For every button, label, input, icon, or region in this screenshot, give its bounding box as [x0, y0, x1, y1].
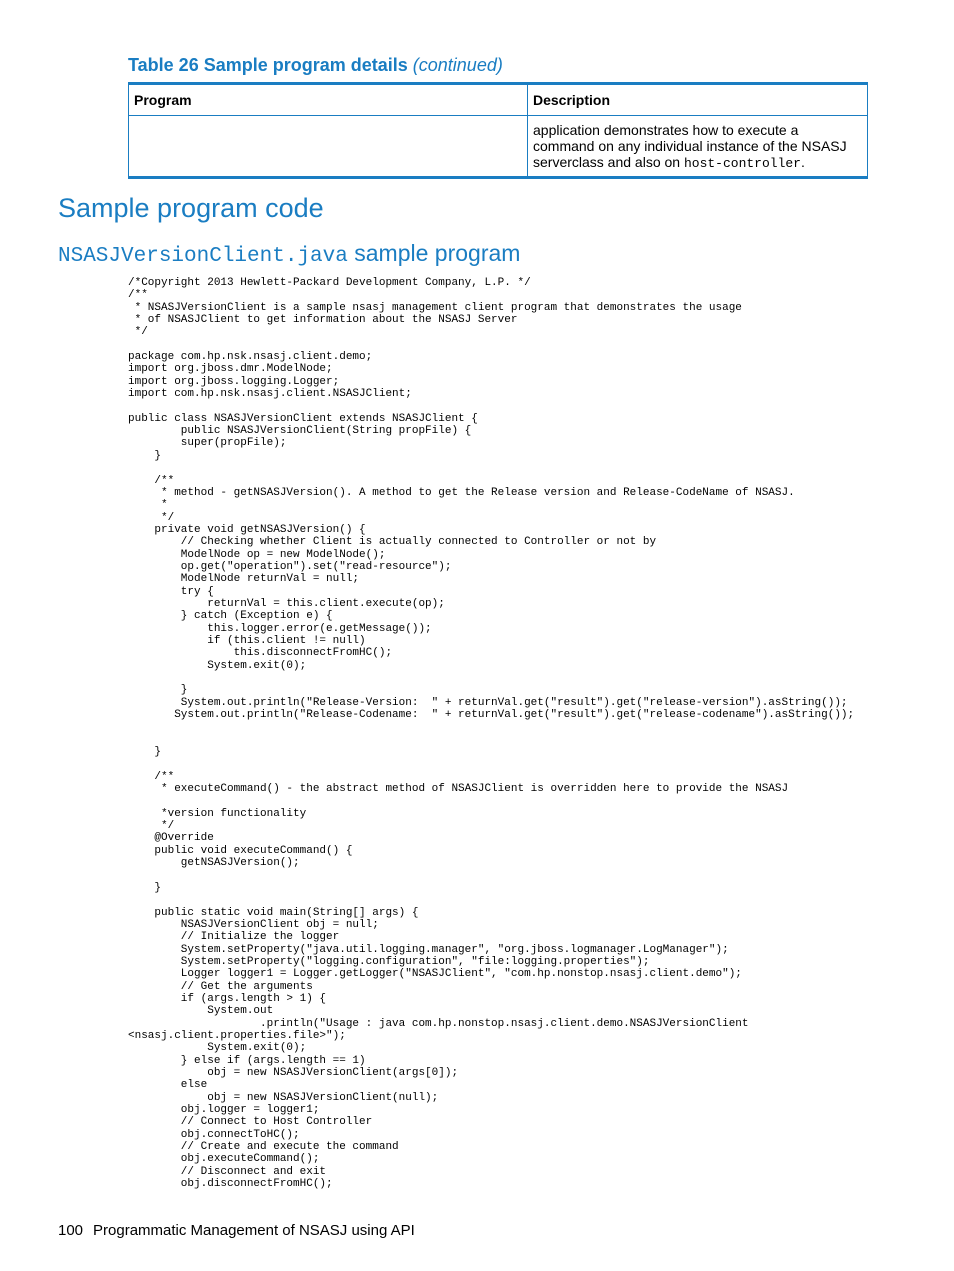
table-caption-text: Table 26 Sample program details	[128, 55, 408, 75]
code-listing: /*Copyright 2013 Hewlett-Packard Development Company, L.P. */ /** * NSASJVersionClient is a sample nsasj management client program that demonstrates the usage * of NSASJClient to get information about the NSASJ Server */ package com.hp.nsk.nsasj.client.demo; import org.jboss.dmr.ModelNode; import org.jboss.logging.Logger; import com.hp.nsk.nsasj.client.NSASJClient; public class NSASJVersionClient extends NSASJClient { public NSASJVersionClient(String propFile) { super(propFile); } /** * method - getNSASJVersion(). A method to get the Release version and Release-CodeName of NSASJ. * */ private void getNSASJVersion() { // Checking whether Client is actually connected to Controller or not by ModelNode op = new ModelNode(); op.get("operation").set("read-resource"); ModelNode returnVal = null; try { returnVal = this.client.execute(op); } catch (Exception e) { this.logger.error(e.getMessage()); if (this.client != null) this.disconnectFromHC(); System.exit(0); } System.out.println("Release-Version: " + returnVal.get("result").get("release-version").asString()); System.out.println("Release-Codename: " + returnVal.get("result").get("release-codename").asString()); } /** * executeCommand() - the abstract method of NSASJClient is overridden here to provide the NSASJ *version functionality */ @Override public void executeCommand() { getNSASJVersion(); } public static void main(String[] args) { NSASJVersionClient obj = null; // Initialize the logger System.setProperty("java.util.logging.manager", "org.jboss.logmanager.LogManager"); System.setProperty("logging.configuration", "file:logging.properties"); Logger logger1 = Logger.getLogger("NSASJClient", "com.hp.nonstop.nsasj.client.demo"); // Get the arguments if (args.length > 1) { System.out .println("Usage : java com.hp.nonstop.nsasj.client.demo.NSASJVersionClient <nsasj.client.properties.file>"); System.exit(0); } else if (args.length == 1) obj = new NSASJVersionClient(args[0]); else obj = new NSASJVersionClient(null); obj.logger = logger1; // Connect to Host Controller obj.connectToHC(); // Create and execute the command obj.executeCommand(); // Disconnect and exit obj.disconnectFromHC();	[128, 277, 855, 1191]
page-footer	[58, 1222, 415, 1239]
footer-text: Programmatic Management of NSASJ using API	[93, 1222, 415, 1239]
header-program: Program	[129, 84, 528, 116]
cell-program	[129, 116, 528, 178]
subsection-heading	[58, 240, 520, 268]
program-details-table	[128, 82, 868, 179]
page-number: 100	[58, 1222, 84, 1239]
description-code: host-controller	[683, 156, 801, 171]
section-heading: Sample program code	[58, 193, 324, 223]
subsection-heading-text: sample program	[347, 240, 521, 266]
description-text: application demonstrates how to execute a command on any individual instance of the NSASJ serverclass and also on	[533, 122, 847, 170]
description-end: .	[801, 154, 805, 170]
subsection-heading-code: NSASJVersionClient.java	[58, 245, 348, 268]
cell-description	[528, 116, 868, 178]
table-caption-continued: (continued)	[412, 55, 503, 75]
table-row	[129, 116, 868, 178]
header-description: Description	[528, 84, 868, 116]
table-caption	[128, 55, 503, 76]
table-header-row	[129, 84, 868, 116]
